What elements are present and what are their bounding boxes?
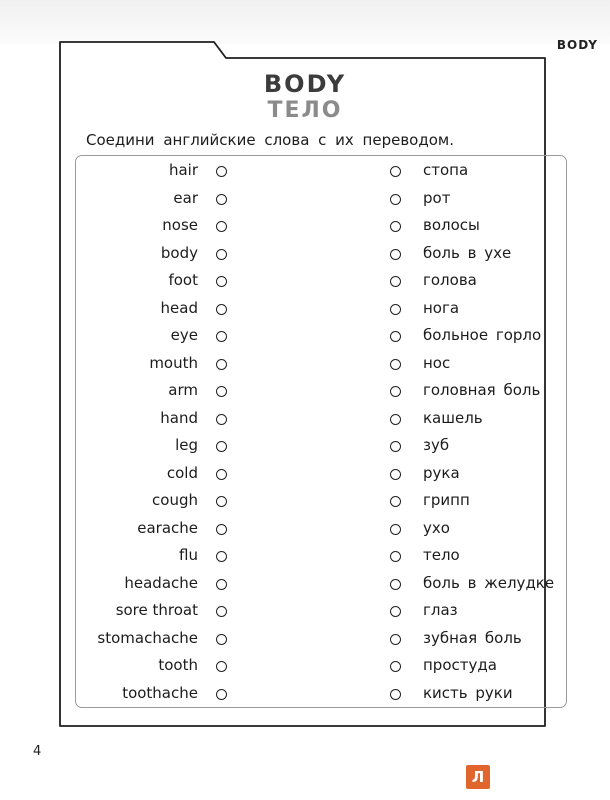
right-connector-circle[interactable]: [390, 414, 401, 425]
match-row: [0, 157, 610, 184]
english-word: toothache: [122, 683, 198, 702]
english-word: stomachache: [97, 628, 198, 647]
left-connector-circle[interactable]: [216, 441, 227, 452]
match-row: [0, 570, 610, 597]
english-word: hair: [168, 161, 198, 179]
left-connector-circle[interactable]: [216, 551, 227, 562]
english-word: arm: [168, 381, 198, 399]
russian-word: головная боль: [423, 381, 541, 399]
russian-word: глаз: [423, 601, 458, 619]
right-connector-circle[interactable]: [390, 441, 401, 452]
english-word: tooth: [158, 656, 198, 674]
russian-word: нос: [423, 353, 451, 372]
running-head: BODY: [556, 38, 598, 52]
right-connector-circle[interactable]: [390, 166, 401, 177]
english-word: body: [160, 243, 198, 262]
match-row: [0, 212, 610, 239]
left-connector-circle[interactable]: [216, 661, 227, 672]
left-connector-circle[interactable]: [216, 194, 227, 205]
right-connector-circle[interactable]: [390, 606, 401, 617]
match-row: [0, 377, 610, 404]
russian-word: больное горло: [423, 326, 542, 344]
page-title: BODY: [263, 70, 347, 98]
english-word: cold: [166, 463, 198, 482]
match-row: [0, 542, 610, 569]
russian-word: рот: [423, 188, 451, 207]
match-row: [0, 267, 610, 294]
match-row: [0, 625, 610, 652]
match-row: [0, 652, 610, 679]
russian-word: боль в ухе: [423, 243, 512, 262]
exercise-instruction: Соедини английские слова с их переводом.: [86, 131, 454, 149]
english-word: flu: [179, 546, 198, 564]
english-word: head: [160, 298, 198, 317]
russian-word: кисть руки: [423, 683, 513, 702]
russian-word: кашель: [423, 408, 483, 427]
russian-word: зубная боль: [423, 628, 522, 647]
english-word: leg: [175, 436, 198, 454]
match-row: [0, 405, 610, 432]
right-connector-circle[interactable]: [390, 689, 401, 700]
match-row: [0, 322, 610, 349]
english-word: nose: [162, 216, 198, 234]
right-connector-circle[interactable]: [390, 249, 401, 260]
left-connector-circle[interactable]: [216, 331, 227, 342]
russian-word: грипп: [423, 491, 470, 509]
match-row: [0, 597, 610, 624]
left-connector-circle[interactable]: [216, 304, 227, 315]
english-word: mouth: [149, 353, 198, 372]
right-connector-circle[interactable]: [390, 331, 401, 342]
right-connector-circle[interactable]: [390, 551, 401, 562]
russian-word: нога: [423, 298, 460, 317]
left-connector-circle[interactable]: [216, 606, 227, 617]
match-row: [0, 185, 610, 212]
left-connector-circle[interactable]: [216, 579, 227, 590]
right-connector-circle[interactable]: [390, 221, 401, 232]
right-connector-circle[interactable]: [390, 496, 401, 507]
english-word: hand: [160, 408, 198, 427]
russian-word: стопа: [423, 161, 469, 179]
left-connector-circle[interactable]: [216, 359, 227, 370]
left-connector-circle[interactable]: [216, 469, 227, 480]
labirint-logo-icon: [466, 765, 490, 789]
english-word: ear: [173, 188, 198, 207]
page-subtitle: ТЕЛО: [267, 98, 343, 123]
match-row: [0, 350, 610, 377]
english-word: earache: [137, 518, 198, 537]
left-connector-circle[interactable]: [216, 386, 227, 397]
english-word: sore throat: [115, 601, 198, 619]
right-connector-circle[interactable]: [390, 359, 401, 370]
page-number: 4: [33, 744, 42, 759]
left-connector-circle[interactable]: [216, 689, 227, 700]
match-row: [0, 515, 610, 542]
match-row: [0, 295, 610, 322]
match-row: [0, 460, 610, 487]
left-connector-circle[interactable]: [216, 166, 227, 177]
english-word: foot: [168, 271, 198, 289]
right-connector-circle[interactable]: [390, 194, 401, 205]
russian-word: простуда: [423, 656, 497, 674]
left-connector-circle[interactable]: [216, 249, 227, 260]
match-row: [0, 432, 610, 459]
left-connector-circle[interactable]: [216, 634, 227, 645]
right-connector-circle[interactable]: [390, 469, 401, 480]
russian-word: зуб: [423, 436, 450, 454]
left-connector-circle[interactable]: [216, 414, 227, 425]
left-connector-circle[interactable]: [216, 524, 227, 535]
left-connector-circle[interactable]: [216, 276, 227, 287]
right-connector-circle[interactable]: [390, 276, 401, 287]
english-word: eye: [170, 326, 198, 344]
left-connector-circle[interactable]: [216, 221, 227, 232]
russian-word: волосы: [423, 216, 480, 234]
russian-word: тело: [423, 546, 460, 564]
right-connector-circle[interactable]: [390, 386, 401, 397]
right-connector-circle[interactable]: [390, 524, 401, 535]
english-word: headache: [124, 573, 198, 592]
russian-word: ухо: [423, 518, 450, 537]
right-connector-circle[interactable]: [390, 634, 401, 645]
english-word: cough: [152, 491, 198, 509]
right-connector-circle[interactable]: [390, 579, 401, 590]
logo-letter: Л: [471, 768, 485, 786]
russian-word: боль в желудке: [423, 573, 555, 592]
right-connector-circle[interactable]: [390, 304, 401, 315]
right-connector-circle[interactable]: [390, 661, 401, 672]
match-row: [0, 680, 610, 707]
match-row: [0, 240, 610, 267]
russian-word: голова: [423, 271, 477, 289]
match-row: [0, 487, 610, 514]
left-connector-circle[interactable]: [216, 496, 227, 507]
russian-word: рука: [423, 463, 460, 482]
